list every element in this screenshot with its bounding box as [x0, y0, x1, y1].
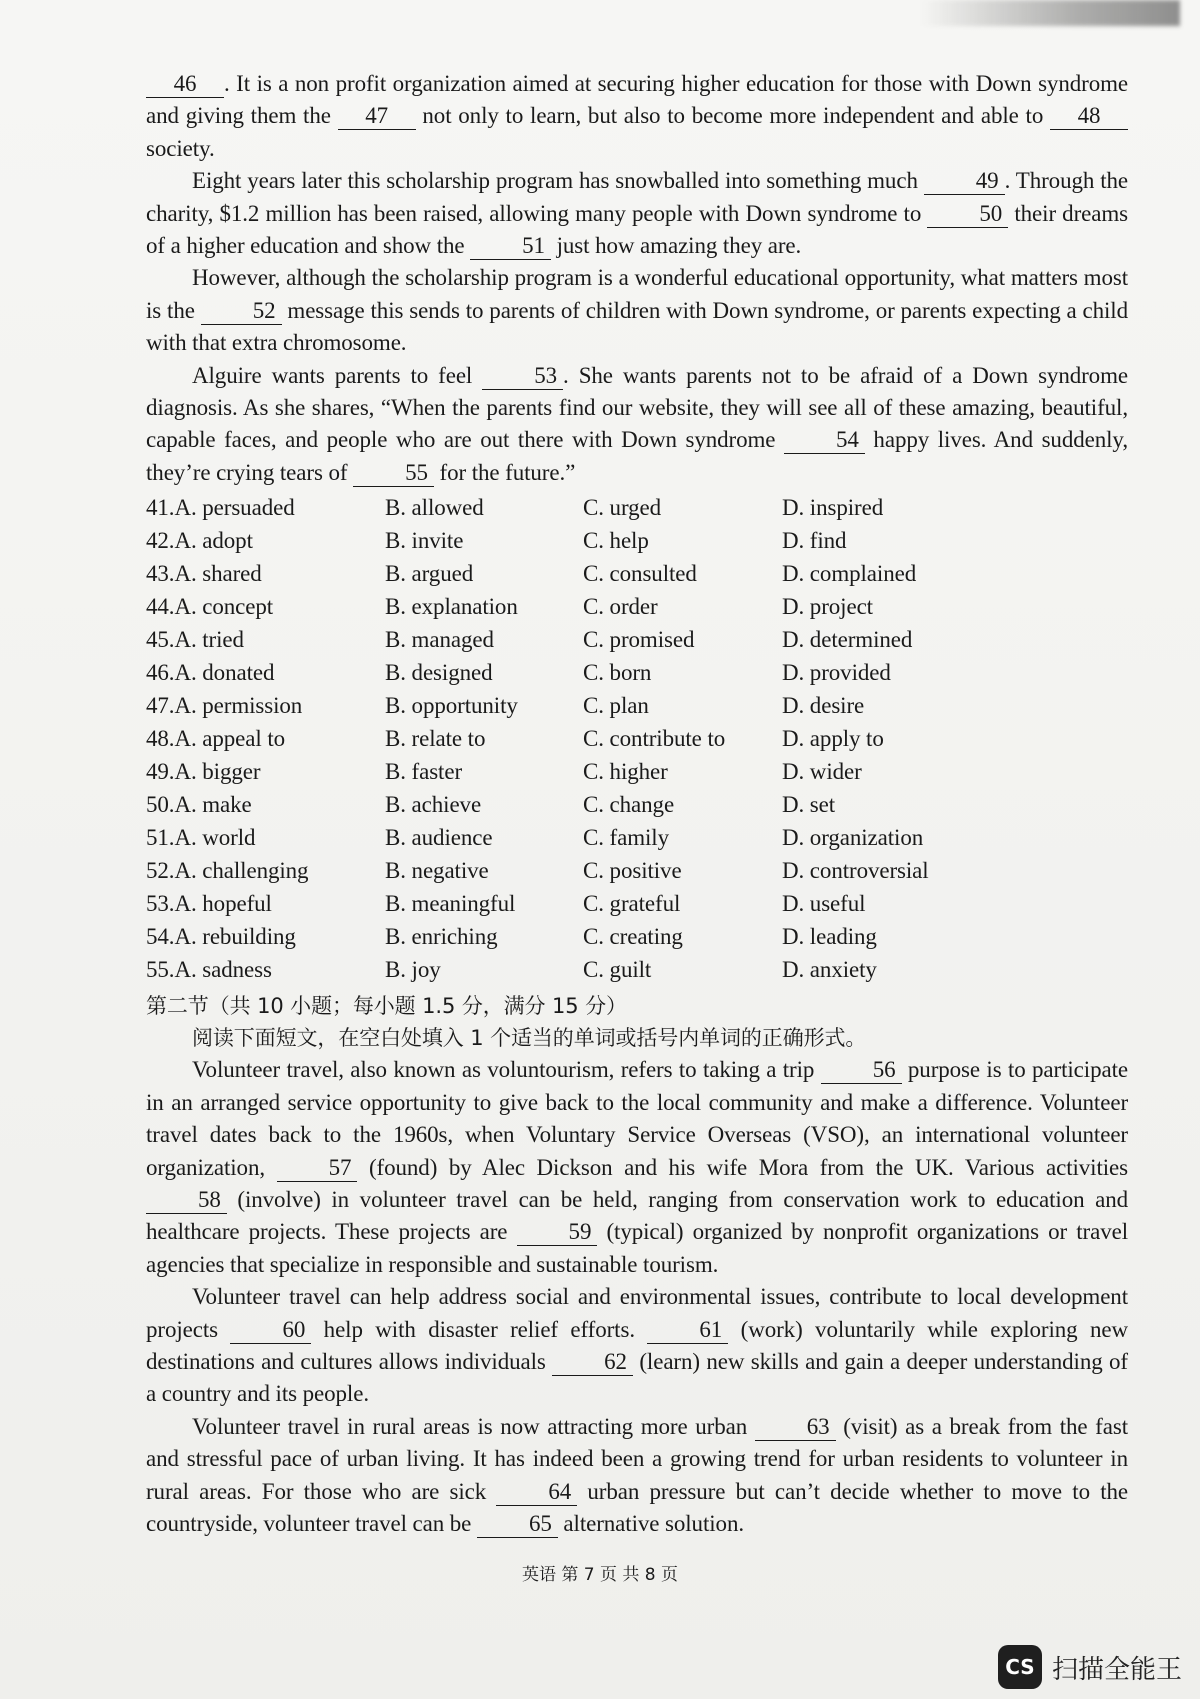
option-a [146, 657, 385, 689]
option-c: C. order [583, 593, 658, 619]
option-number: 52. [146, 857, 175, 883]
passage2-paragraph-2: Volunteer travel can help address social and environmental issues, contribute to local development projects 60 help with disaster relief efforts. 61 (work) voluntarily while exploring new destinations and cultures allows individuals 62 (learn) new skills and gain a deeper understanding of a country and its people. [146, 1284, 1128, 1407]
option-row [146, 821, 1128, 854]
option-number: 44. [146, 593, 175, 619]
option-c: C. promised [583, 626, 695, 652]
blank-48: 48 [1050, 103, 1128, 130]
option-d: D. set [782, 791, 836, 817]
option-a-text: A. concept [174, 593, 274, 619]
option-d: D. leading [782, 923, 877, 949]
option-a-text: A. adopt [174, 527, 253, 553]
option-number: 46. [146, 659, 175, 685]
option-c: C. consulted [583, 560, 697, 586]
option-d: D. desire [782, 692, 865, 718]
option-a [146, 558, 385, 590]
blank-49: 49 [924, 168, 1005, 195]
option-a-text: A. permission [174, 692, 303, 718]
option-b: B. meaningful [385, 890, 516, 916]
option-row [146, 953, 1128, 986]
option-row [146, 590, 1128, 623]
option-c: C. higher [583, 758, 668, 784]
option-a-text: A. bigger [174, 758, 261, 784]
option-row [146, 920, 1128, 953]
blank-50: 50 [927, 201, 1008, 228]
blank-57: 57 [277, 1155, 358, 1182]
option-row [146, 887, 1128, 920]
option-b: B. audience [385, 824, 493, 850]
option-a [146, 888, 385, 920]
option-d: D. anxiety [782, 956, 877, 982]
option-c: C. born [583, 659, 652, 685]
page-content [146, 68, 1128, 1540]
scanner-app-name: 扫描全能王 [1051, 1654, 1182, 1685]
option-row [146, 491, 1128, 524]
option-d: D. apply to [782, 725, 884, 751]
passage1-paragraph-2: Eight years later this scholarship program has snowballed into something much 49 . Through the charity, $1.2 million has been raised, allowing many people with Down syndrome to 50 their dreams of a higher education and show the 51 just how amazing they are. [146, 168, 1128, 259]
option-b: B. managed [385, 626, 494, 652]
option-number: 55. [146, 956, 175, 982]
option-a [146, 822, 385, 854]
option-number: 43. [146, 560, 175, 586]
option-b: B. joy [385, 956, 441, 982]
blank-62: 62 [552, 1349, 633, 1376]
blank-47: 47 [338, 103, 416, 130]
option-a-text: A. challenging [174, 857, 309, 883]
option-c: C. change [583, 791, 675, 817]
option-a-text: A. donated [174, 659, 275, 685]
option-a [146, 789, 385, 821]
option-a [146, 492, 385, 524]
page-footer: 英语 第 7 页 共 8 页 [521, 1565, 679, 1585]
option-b: B. relate to [385, 725, 486, 751]
passage1-paragraph-4: Alguire wants parents to feel 53 . She wants parents not to be afraid of a Down syndrome diagnosis. As she shares, “When the parents find our website, they will see all of these amazing, beautiful, capable faces, and people who are out there with Down syndrome 54 happy lives. And suddenly, they’re crying tears of 55 for the future.” [146, 362, 1128, 485]
option-c: C. positive [583, 857, 682, 883]
option-d: D. wider [782, 758, 862, 784]
option-c: C. guilt [583, 956, 652, 982]
blank-54: 54 [784, 427, 865, 454]
blank-61: 61 [647, 1317, 728, 1344]
option-b: B. invite [385, 527, 464, 553]
option-b: B. designed [385, 659, 493, 685]
option-c: C. family [583, 824, 669, 850]
option-d: D. complained [782, 560, 917, 586]
blank-53: 53 [482, 363, 563, 390]
option-row [146, 755, 1128, 788]
option-row [146, 656, 1128, 689]
option-c: C. plan [583, 692, 649, 718]
option-d: D. determined [782, 626, 913, 652]
option-a [146, 591, 385, 623]
option-d: D. inspired [782, 494, 884, 520]
blank-63: 63 [755, 1414, 836, 1441]
blank-52: 52 [201, 298, 282, 325]
option-d: D. controversial [782, 857, 929, 883]
passage1-paragraph-3: However, although the scholarship program is a wonderful educational opportunity, what matters most is the 52 message this sends to parents of children with Down syndrome, or parents expecting a child with that extra chromosome. [146, 265, 1128, 356]
scanner-watermark [998, 1645, 1182, 1689]
option-c: C. help [583, 527, 649, 553]
option-a [146, 723, 385, 755]
option-b: B. faster [385, 758, 463, 784]
option-c: C. creating [583, 923, 683, 949]
option-number: 47. [146, 692, 175, 718]
option-a [146, 624, 385, 656]
option-d: D. find [782, 527, 847, 553]
option-row [146, 557, 1128, 590]
passage1-paragraph-1: 46 . It is a non profit organization aimed at securing higher education for those with Down syndrome and giving them the 47 not only to learn, but also to become more independent and able to 48 society. [146, 71, 1128, 161]
option-a [146, 855, 385, 887]
option-a-text: A. tried [174, 626, 244, 652]
option-c: C. urged [583, 494, 661, 520]
option-a-text: A. persuaded [174, 494, 295, 520]
camscanner-logo-icon: CS [998, 1645, 1042, 1689]
option-number: 41. [146, 494, 175, 520]
scan-shadow [920, 0, 1180, 26]
blank-51: 51 [470, 233, 551, 260]
blank-59: 59 [517, 1219, 598, 1246]
option-b: B. argued [385, 560, 474, 586]
option-b: B. negative [385, 857, 489, 883]
option-number: 49. [146, 758, 175, 784]
option-a [146, 756, 385, 788]
section-2-heading: 第二节（共 10 小题；每小题 1.5 分，满分 15 分） [146, 994, 627, 1019]
option-row [146, 623, 1128, 656]
option-row [146, 722, 1128, 755]
option-a-text: A. hopeful [174, 890, 272, 916]
blank-56: 56 [821, 1057, 902, 1084]
option-a [146, 921, 385, 953]
passage2-paragraph-3: Volunteer travel in rural areas is now attracting more urban 63 (visit) as a break from the fast and stressful pace of urban living. It has indeed been a growing trend for urban residents to volunteer in rural areas. For those who are sick 64 urban pressure but can’t decide whether to move to the countryside, volunteer travel can be 65 alternative solution. [146, 1413, 1128, 1536]
option-number: 53. [146, 890, 175, 916]
option-d: D. organization [782, 824, 924, 850]
blank-46: 46 [146, 71, 224, 98]
option-a-text: A. make [174, 791, 252, 817]
blank-58: 58 [146, 1187, 227, 1214]
option-row [146, 689, 1128, 722]
option-d: D. useful [782, 890, 866, 916]
option-b: B. explanation [385, 593, 518, 619]
passage2-paragraph-1: Volunteer travel, also known as voluntourism, refers to taking a trip 56 purpose is to participate in an arranged service opportunity to give back to the local community and make a difference. Volunteer travel dates back to the 1960s, when Voluntary Service Overseas (VSO), an international volunteer organization, 57 (found) by Alec Dickson and his wife Mora from the UK. Various activities 58 (involve) in volunteer travel can be held, ranging from conservation work to education and healthcare projects. These projects are 59 (typical) organized by nonprofit organizations or travel agencies that specialize in responsible and sustainable tourism. [146, 1057, 1129, 1277]
option-number: 50. [146, 791, 175, 817]
option-number: 45. [146, 626, 175, 652]
answer-options [146, 491, 1128, 986]
option-row [146, 854, 1128, 887]
option-a-text: A. world [174, 824, 256, 850]
blank-55: 55 [353, 460, 434, 487]
option-number: 42. [146, 527, 175, 553]
option-row [146, 524, 1128, 557]
option-c: C. contribute to [583, 725, 726, 751]
option-c: C. grateful [583, 890, 681, 916]
option-b: B. opportunity [385, 692, 518, 718]
option-b: B. achieve [385, 791, 482, 817]
option-number: 54. [146, 923, 175, 949]
option-a [146, 954, 385, 986]
option-row [146, 788, 1128, 821]
option-a-text: A. shared [174, 560, 262, 586]
section-2-instruction: 阅读下面短文，在空白处填入 1 个适当的单词或括号内单词的正确形式。 [192, 1026, 867, 1051]
blank-64: 64 [496, 1479, 577, 1506]
option-a-text: A. appeal to [174, 725, 286, 751]
option-d: D. provided [782, 659, 891, 685]
option-a [146, 525, 385, 557]
blank-65: 65 [477, 1511, 558, 1538]
option-a-text: A. rebuilding [174, 923, 296, 949]
option-number: 51. [146, 824, 175, 850]
option-b: B. enriching [385, 923, 498, 949]
option-d: D. project [782, 593, 873, 619]
option-a [146, 690, 385, 722]
option-number: 48. [146, 725, 175, 751]
option-a-text: A. sadness [174, 956, 272, 982]
option-b: B. allowed [385, 494, 484, 520]
blank-60: 60 [230, 1317, 311, 1344]
